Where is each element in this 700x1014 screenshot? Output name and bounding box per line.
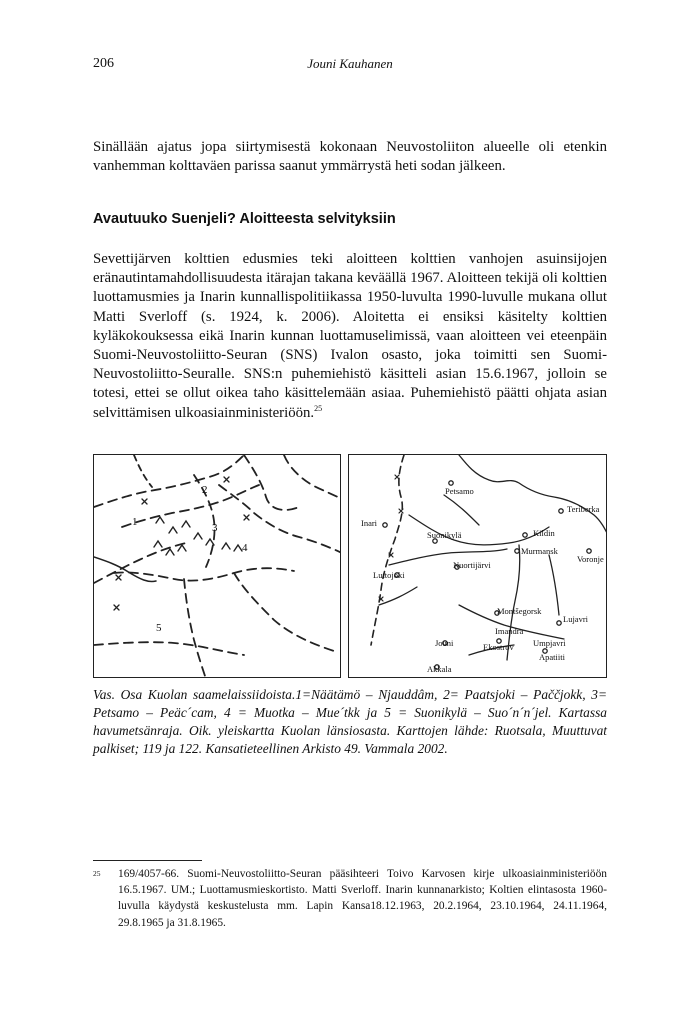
map-place-lujavri: Lujavri [563,614,589,624]
section-heading: Avautuuko Suenjeli? Aloitteesta selvityksiin [93,211,396,227]
map-place-imandra: Imandra [495,626,524,636]
map-place-murmansk: Murmansk [521,546,558,556]
body-paragraph-text: Sevettijärven kolttien edusmies teki aloitteen kolttien vanhojen asuinsijojen eränautintamahdollisuudesta itärajan takana keväällä 1967. Aloitteen tekijä oli kolttien luottamusmies ja Inarin kunnallispolitiikassa 1950-luvulta 1990-luvulle mukana ollut Matti Sverloff (s. 1924, k. 2006). Aloitetta ei ensiksi käsitelty kolttien kyläkokouksessa eikä Inarin kunnan luottamuselimissä, vaan aloitteen vei eteenpäin Suomi-Neuvostoliitto-Seuran (SNS) Ivalon osasto, joka toimitti sen Suomi-Neuvostoliitto-Seuralle. SNS:n puhemiehistö käsitteli asian 15.6.1967, jolloin se totesi, ettei se ollut oikea taho käsittelemään asiaa. Puhemiehistö päätti ohjata asian selvittämisen ulkoasiainministeriöön. [93,251,607,421]
running-head: Jouni Kauhanen [307,56,393,71]
map-area-number: 3 [212,522,218,534]
map-place-petsamo: Petsamo [445,486,474,496]
map-place-ekostrov: Ekostrov [483,642,514,652]
map-place-luttojoki: Luttojoki [373,570,405,580]
map-place-jouni: Jouni [435,638,454,648]
map-place-montsegorsk: Montšegorsk [497,606,542,616]
map-place-akkala: Akkala [427,664,452,674]
map-area-number: 5 [156,622,162,634]
map-area-number: 2 [202,484,208,496]
map-place-teriberka: Teriberka [567,504,600,514]
body-paragraph [93,250,607,423]
footnote-text: 169/4057-66. Suomi-Neuvostoliitto-Seuran pääsihteeri Toivo Karvosen kirje ulkoasiainministeriöön 16.5.1967. UM.; Luottamusmieskortisto. Matti Sverloff. Inarin kunnanarkisto; Koltien elintasosta 1960-luvulla käydystä keskustelusta mm. Lapin Kansa18.12.1963, 20.2.1964, 23.10.1964, 24.11.1964, 29.8.1965 ja 31.8.1965. [118,868,607,929]
map-place-kildin: Kildin [533,528,555,538]
map-area-number: 4 [242,542,248,554]
page-number: 206 [93,56,114,71]
siida-map-drawing [94,455,341,678]
footnote [93,866,607,931]
map-kola-siidas [93,454,341,678]
map-place-apatiiti: Apatiiti [539,652,565,662]
map-place-umpjavri: Umpjavri [533,638,566,648]
map-area-number: 1 [132,516,138,528]
map-place-suonikyla: Suonikylä [427,530,462,540]
footnote-rule [93,860,202,861]
map-place-inari: Inari [361,518,378,528]
footnote-number: 25 [93,869,101,878]
intro-paragraph: Sinällään ajatus jopa siirtymisestä kokonaan Neuvostoliiton alueelle oli etenkin vanhemman kolttaväen parissa saanut ymmärrystä heti sodan jälkeen. [93,139,607,175]
footnote-reference: 25 [314,403,323,413]
map-west-kola-overview [348,454,607,678]
map-place-voronje: Voronje [577,554,604,564]
figure-caption: Vas. Osa Kuolan saamelaissiidoista.1=Näätämö – Njauddâm, 2= Paatsjoki – Paččjokk, 3= Petsamo – Peäc´cam, 4 = Muotka – Mue´tkk ja 5 = Suonikylä – Suo´n´n´jel. Kartassa havumetsänraja. Oik. yleiskartta Kuolan länsiosasta. Karttojen lähde: Ruotsala, Muuttuvat palkiset; 119 ja 122. Kansatieteellinen Arkisto 49. Vammala 2002. [93,687,607,756]
map-place-nuortijarvi: Nuortijärvi [453,560,491,570]
